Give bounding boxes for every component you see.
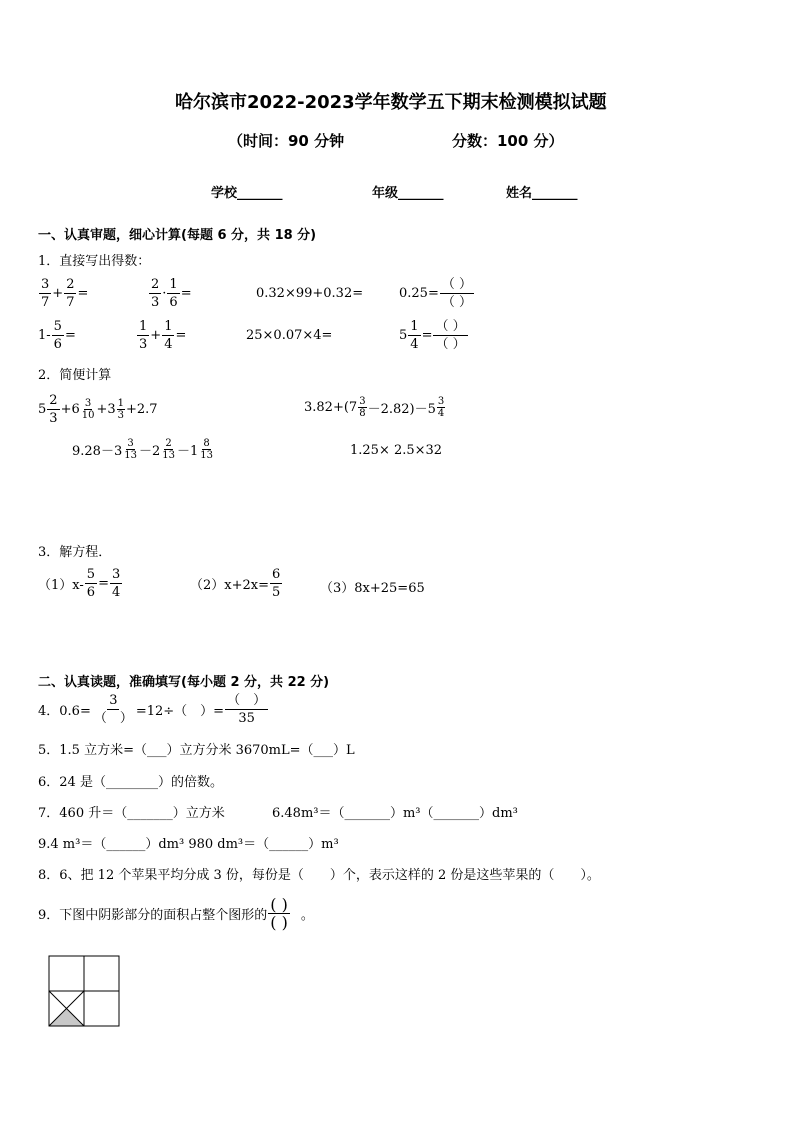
question-4: 4．0.6= $\frac{3}{( )}$ =12÷（ ）= $\frac{( )}{35}$ — [38, 693, 267, 726]
page-title: 哈尔滨市2022-2023学年数学五下期末检测模拟试题 — [175, 92, 607, 113]
q3-equation-2: （2）x+2x= $\frac{6}{5}$ — [190, 567, 281, 600]
q1-item-5: 1- $\frac{5}{6}$ = — [38, 319, 76, 352]
exam-score: 分数：100 分） — [452, 132, 564, 150]
q2-expr-4: 1.25× 2.5×32 — [350, 443, 443, 458]
exam-time: （时间：90 分钟 — [228, 132, 345, 150]
q1-item-6: $\frac{1}{3}$ + $\frac{1}{4}$ = — [139, 319, 187, 352]
q1-item-2: $\frac{2}{3}$ · $\frac{1}{6}$ = — [151, 277, 192, 310]
q1-item-8: 5 $\frac{1}{4}$ = $\frac{( )}{( )}$ — [399, 319, 466, 352]
section-2-heading: 二、认真读题，准确填写(每小题 2 分，共 22 分) — [38, 675, 330, 690]
q1-item-7: 25×0.07×4= — [246, 328, 333, 343]
shaded-triangle — [49, 1009, 84, 1027]
question-7-part-c: 9.4 m³＝（______）dm³ 980 dm³＝（______）m³ — [38, 837, 339, 852]
q3-equation-3: （3）8x+25=65 — [320, 581, 425, 596]
question-6: 6．24 是（________）的倍数。 — [38, 775, 223, 790]
shaded-grid-figure — [48, 955, 120, 1027]
q1-item-3: 0.32×99+0.32= — [256, 286, 364, 301]
question-9: 9．下图中阴影部分的面积占整个图形的 $\frac{( )}{( )}$ 。 — [38, 895, 314, 932]
q2-expr-3: 9.28－3 $\frac{3}{13}$ －2 $\frac{2}{13}$ －1 $\frac{8}{13}$ — [72, 438, 213, 461]
question-2-label: 2．简便计算 — [38, 368, 112, 383]
question-1-label: 1．直接写出得数： — [38, 254, 151, 269]
question-7-part-b: 6.48m³＝（_______）m³（_______）dm³ — [272, 806, 518, 821]
q2-expr-2: 3.82+(7 $\frac{3}{8}$ －2.82)－5 $\frac{3}{4}$ — [304, 396, 445, 419]
q3-equation-1: （1）x- $\frac{5}{6}$ = $\frac{3}{4}$ — [38, 567, 121, 600]
q1-item-1: $\frac{3}{7}$ + $\frac{2}{7}$ = — [41, 277, 89, 310]
section-1-heading: 一、认真审题，细心计算(每题 6 分，共 18 分) — [38, 228, 317, 243]
question-3-label: 3．解方程． — [38, 545, 112, 560]
question-8: 8．6、把 12 个苹果平均分成 3 份，每份是（ ）个，表示这样的 2 份是这些苹果的（ ）。 — [38, 868, 600, 883]
question-5: 5．1.5 立方米=（___）立方分米 3670mL=（___）L — [38, 743, 355, 758]
name-field: 姓名_______ — [506, 186, 578, 201]
question-7-part-a: 7．460 升＝（_______）立方米 — [38, 806, 225, 821]
grade-field: 年级_______ — [372, 186, 444, 201]
q1-item-4: 0.25= $\frac{( )}{( )}$ — [399, 277, 472, 310]
school-field: 学校_______ — [211, 186, 283, 201]
q2-expr-1: 5 $\frac{2}{3}$ +6 $\frac{3}{10}$ +3 $\frac{1}{3}$ +2.7 — [38, 393, 158, 426]
